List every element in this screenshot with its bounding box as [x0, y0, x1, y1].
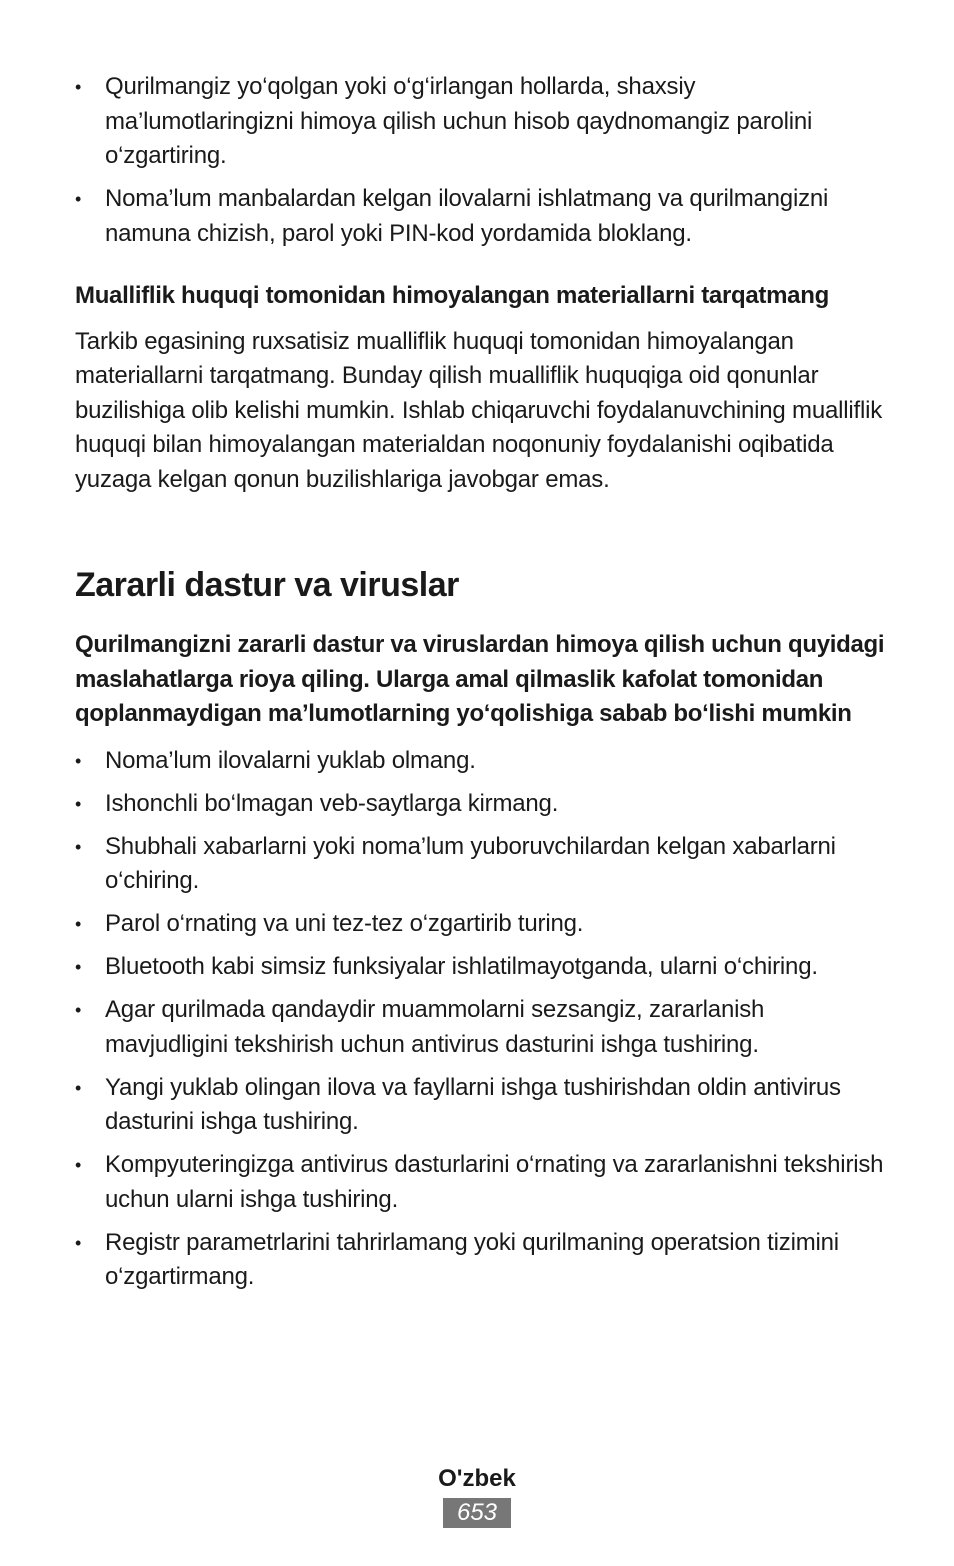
list-item	[75, 1226, 887, 1295]
list-item	[75, 907, 887, 942]
bullet-icon: •	[75, 1000, 82, 1020]
list-item-text: Yangi yuklab olingan ilova va fayllarni ishga tushirishdan oldin antivirus dasturini ishga tushiring.	[105, 1073, 841, 1135]
copyright-heading: Mualliflik huquqi tomonidan himoyalangan materiallarni tarqatmang	[75, 282, 829, 309]
list-item-text: Ishonchli bo‘lmagan veb-saytlarga kirmang.	[105, 789, 559, 817]
list-item	[75, 70, 887, 174]
list-item	[75, 1071, 887, 1140]
intro-bullet-list	[75, 70, 887, 251]
list-item	[75, 830, 887, 899]
page-number: 653	[443, 1498, 511, 1528]
list-item-text: Shubhali xabarlarni yoki noma’lum yuboruvchilardan kelgan xabarlarni o‘chiring.	[105, 832, 836, 894]
page-footer	[0, 1462, 954, 1528]
bullet-icon: •	[75, 836, 82, 857]
section-title: Zararli dastur va viruslar	[75, 566, 459, 604]
page-content	[75, 70, 887, 1303]
list-item-text: Parol o‘rnating va uni tez-tez o‘zgartirib turing.	[105, 910, 584, 937]
malware-intro-heading: Qurilmangizni zararli dastur va viruslardan himoya qilish uchun quyidagi maslahatlarga rioya qiling. Ularga amal qilmaslik kafolat tomonidan qoplanmaydigan ma’lumotlarning yo‘qolishiga sabab bo‘lishi mumkin	[75, 631, 885, 727]
bullet-icon: •	[75, 793, 82, 814]
list-item	[75, 993, 887, 1062]
bullet-icon: •	[75, 914, 82, 934]
copyright-paragraph: Tarkib egasining ruxsatisiz mualliflik huquqi tomonidan himoyalangan materiallarni tarqatmang. Bunday qilish mualliflik huquqiga oid qonunlar buzilishiga olib kelishi mumkin. Ishlab chiqaruvchi foydalanuvchining mualliflik huquqi bilan himoyalangan materialdan noqonuniy foydalanishi oqibatida yuzaga kelgan qonun buzilishlariga javobgar emas.	[75, 327, 883, 493]
list-item-text: Agar qurilmada qandaydir muammolarni sezsangiz, zararlanish mavjudligini tekshirish uchun antivirus dasturini ishga tushiring.	[105, 996, 765, 1058]
list-item	[75, 1148, 887, 1217]
list-item-text: Qurilmangiz yo‘qolgan yoki o‘g‘irlangan hollarda, shaxsiy ma’lumotlaringizni himoya qilish uchun hisob qaydnomangiz parolini o‘zgartiring.	[105, 73, 813, 169]
footer-language: O'zbek	[438, 1465, 516, 1492]
list-item	[75, 787, 887, 822]
list-item-text: Noma’lum manbalardan kelgan ilovalarni ishlatmang va qurilmangizni namuna chizish, parol yoki PIN-kod yordamida bloklang.	[105, 185, 829, 247]
list-item	[75, 744, 887, 779]
malware-bullet-list	[75, 744, 887, 1295]
bullet-icon: •	[75, 1155, 82, 1175]
list-item	[75, 950, 887, 985]
list-item-text: Kompyuteringizga antivirus dasturlarini o‘rnating va zararlanishni tekshirish uchun ularni ishga tushiring.	[105, 1151, 884, 1213]
bullet-icon: •	[75, 957, 82, 977]
bullet-icon: •	[75, 750, 82, 771]
list-item-text: Bluetooth kabi simsiz funksiyalar ishlatilmayotganda, ularni o‘chiring.	[105, 953, 818, 980]
bullet-icon: •	[75, 1077, 82, 1098]
bullet-icon: •	[75, 1232, 82, 1253]
list-item	[75, 182, 887, 251]
list-item-text: Registr parametrlarini tahrirlamang yoki qurilmaning operatsion tizimini o‘zgartirmang.	[105, 1228, 839, 1290]
bullet-icon: •	[75, 189, 82, 209]
list-item-text: Noma’lum ilovalarni yuklab olmang.	[105, 746, 476, 774]
bullet-icon: •	[75, 77, 82, 97]
